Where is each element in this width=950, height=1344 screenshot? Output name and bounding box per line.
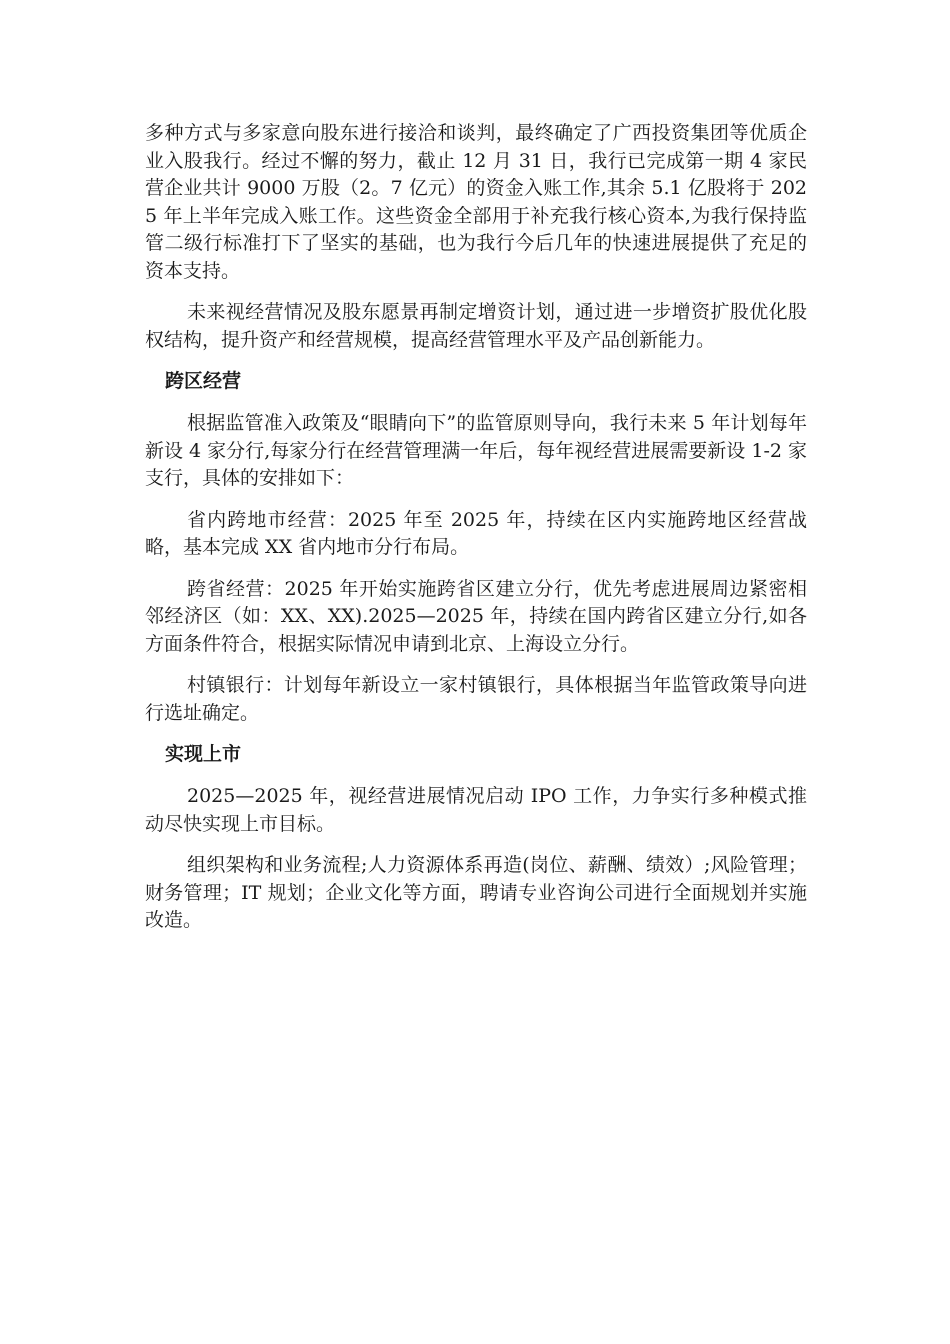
section-heading-listing: 实现上市 xyxy=(165,743,242,765)
paragraph-capital-raising: 多种方式与多家意向股东进行接洽和谈判，最终确定了广西投资集团等优质企业入股我行。经过不懈的努力，截止 12 月 31 日，我行已完成第一期 4 家民营企业共计 9000 万股（2。7 亿元）的资金入账工作,其余 5.1 亿股将于 2025 年上半年完成入账工作。这些资金全部用于补充我行核心资本,为我行保持监管二级行标准打下了坚实的基础，也为我行今后几年的快速进展提供了充足的资本支持。 xyxy=(145,122,807,282)
paragraph-restructuring: 组织架构和业务流程;人力资源体系再造(岗位、薪酬、绩效）;风险管理；财务管理；IT 规划；企业文化等方面，聘请专业咨询公司进行全面规划并实施改造。 xyxy=(145,854,807,931)
document-page xyxy=(145,120,807,949)
paragraph-capital-plan: 未来视经营情况及股东愿景再制定增资计划，通过进一步增资扩股优化股权结构，提升资产和经营规模，提高经营管理水平及产品创新能力。 xyxy=(145,301,807,351)
paragraph-in-province: 省内跨地市经营：2025 年至 2025 年，持续在区内实施跨地区经营战略，基本完成 XX 省内地市分行布局。 xyxy=(145,508,807,558)
section-heading-cross-region: 跨区经营 xyxy=(165,370,242,392)
paragraph-ipo: 2025—2025 年，视经营进展情况启动 IPO 工作，力争实行多种模式推动尽快实现上市目标。 xyxy=(145,785,807,835)
paragraph-branch-plan: 根据监管准入政策及“眼睛向下”的监管原则导向，我行未来 5 年计划每年新设 4 家分行,每家分行在经营管理满一年后，每年视经营进展需要新设 1-2 家支行，具体的安排如下： xyxy=(145,412,807,489)
paragraph-village-bank: 村镇银行：计划每年新设立一家村镇银行，具体根据当年监管政策导向进行选址确定。 xyxy=(145,674,807,724)
paragraph-cross-province: 跨省经营：2025 年开始实施跨省区建立分行，优先考虑进展周边紧密相邻经济区（如：XX、XX).2025—2025 年，持续在国内跨省区建立分行,如各方面条件符合，根据实际情况申请到北京、上海设立分行。 xyxy=(145,577,807,655)
